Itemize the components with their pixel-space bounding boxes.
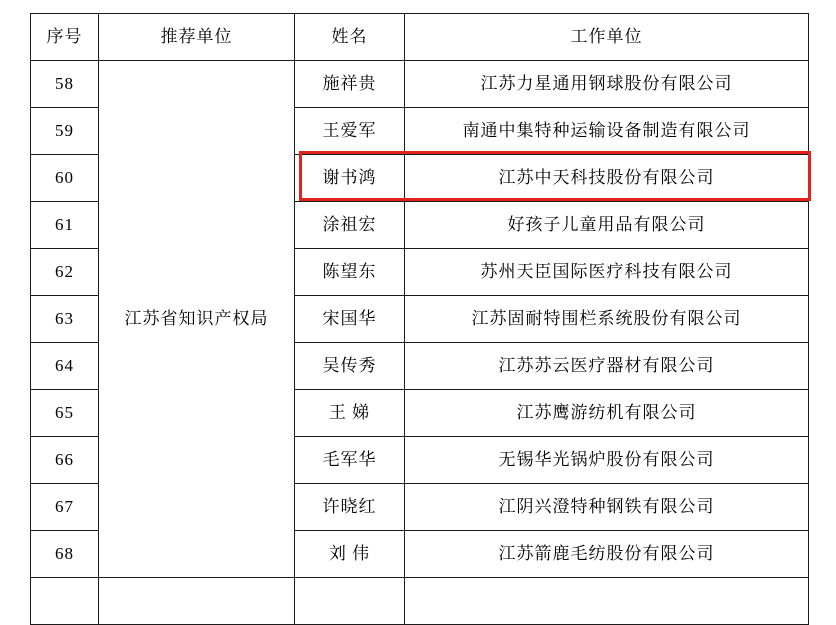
cell-work-unit: 江苏中天科技股份有限公司	[405, 155, 809, 202]
cell-work-unit: 无锡华光锅炉股份有限公司	[405, 437, 809, 484]
cell-seq: 59	[31, 108, 99, 155]
cell-work-unit: 江苏鹰游纺机有限公司	[405, 390, 809, 437]
cell-seq: 63	[31, 296, 99, 343]
cell-work-unit: 南通中集特种运输设备制造有限公司	[405, 108, 809, 155]
cell-name: 吴传秀	[295, 343, 405, 390]
cell-name: 宋国华	[295, 296, 405, 343]
cell-name: 王爱军	[295, 108, 405, 155]
cell-name: 许晓红	[295, 484, 405, 531]
table-row-partial	[31, 578, 809, 625]
cell-seq: 66	[31, 437, 99, 484]
cell-seq: 67	[31, 484, 99, 531]
cell-seq: 65	[31, 390, 99, 437]
cell-work-unit: 苏州天臣国际医疗科技有限公司	[405, 249, 809, 296]
cell-name: 谢书鸿	[295, 155, 405, 202]
column-header-recommend-unit: 推荐单位	[99, 14, 295, 61]
cell-work-unit: 好孩子儿童用品有限公司	[405, 202, 809, 249]
recommendation-table	[30, 13, 809, 625]
cell-name: 涂祖宏	[295, 202, 405, 249]
cell-name	[295, 578, 405, 625]
column-header-work-unit: 工作单位	[405, 14, 809, 61]
cell-recommend-unit	[99, 578, 295, 625]
cell-name: 陈望东	[295, 249, 405, 296]
cell-name: 毛军华	[295, 437, 405, 484]
cell-seq: 60	[31, 155, 99, 202]
cell-name: 王 娣	[295, 390, 405, 437]
column-header-name: 姓名	[295, 14, 405, 61]
table-row	[31, 61, 809, 108]
cell-seq: 62	[31, 249, 99, 296]
cell-seq: 61	[31, 202, 99, 249]
cell-work-unit: 江苏箭鹿毛纺股份有限公司	[405, 531, 809, 578]
column-header-seq: 序号	[31, 14, 99, 61]
cell-work-unit: 江苏固耐特围栏系统股份有限公司	[405, 296, 809, 343]
cell-name: 刘 伟	[295, 531, 405, 578]
table-header	[31, 14, 809, 61]
cell-recommend-unit: 江苏省知识产权局	[99, 61, 295, 578]
table-header-row	[31, 14, 809, 61]
cell-seq: 64	[31, 343, 99, 390]
cell-work-unit	[405, 578, 809, 625]
cell-work-unit: 江阴兴澄特种钢铁有限公司	[405, 484, 809, 531]
cell-seq	[31, 578, 99, 625]
table-body	[31, 61, 809, 625]
cell-name: 施祥贵	[295, 61, 405, 108]
cell-work-unit: 江苏力星通用钢球股份有限公司	[405, 61, 809, 108]
cell-seq: 58	[31, 61, 99, 108]
cell-seq: 68	[31, 531, 99, 578]
cell-work-unit: 江苏苏云医疗器材有限公司	[405, 343, 809, 390]
